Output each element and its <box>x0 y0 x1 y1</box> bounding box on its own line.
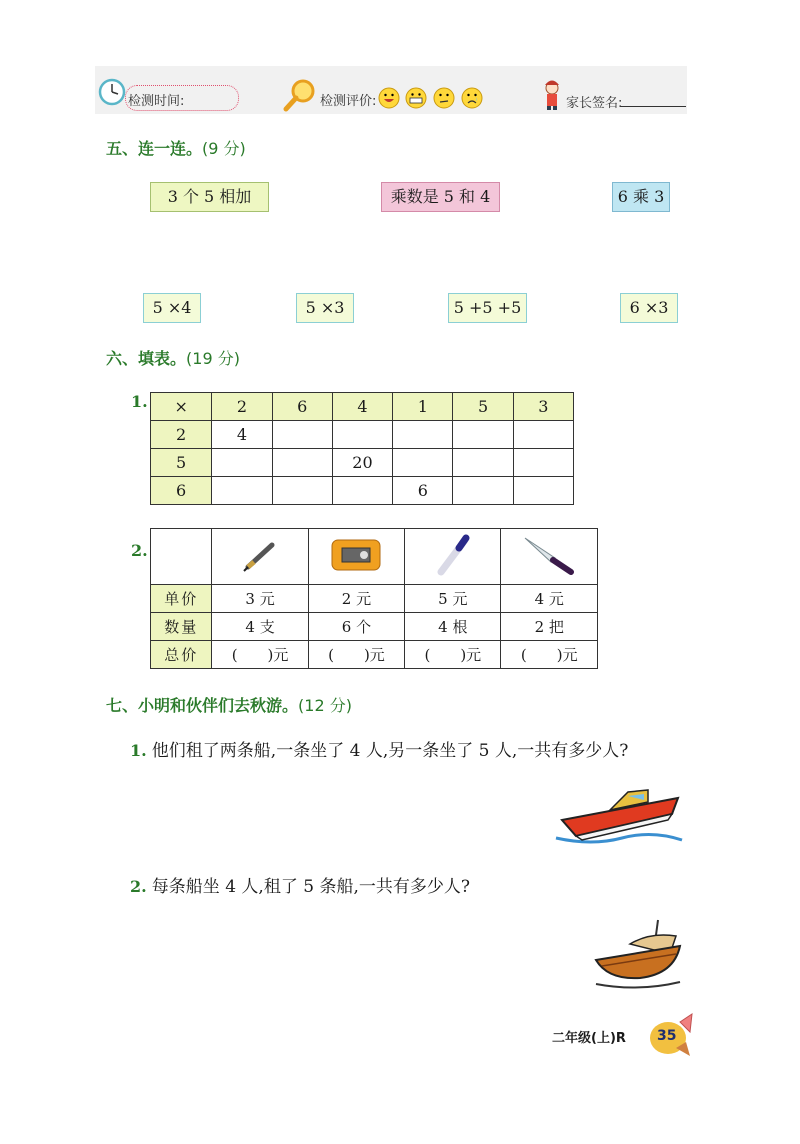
section7-title-text: 七、小明和伙伴们去秋游。 <box>106 696 299 715</box>
table-row <box>151 477 574 505</box>
time-label: 检测时间: <box>128 94 185 109</box>
table1-col-header: 2 <box>212 393 272 421</box>
match-bottom-1[interactable]: 5 ×4 <box>143 293 201 323</box>
table-row <box>151 585 598 613</box>
grade-label: 二年级(上)R <box>552 1031 626 1046</box>
section5-score: (9 分) <box>202 139 246 158</box>
eval-label: 检测评价: <box>320 94 377 109</box>
table2-cell: 4 元 <box>501 585 598 613</box>
table1-cell[interactable] <box>453 421 513 449</box>
table1-row-header: 5 <box>151 449 212 477</box>
sharpener-icon <box>328 534 384 576</box>
price-table <box>150 528 598 669</box>
sad-face-icon[interactable] <box>461 87 483 109</box>
table1-cell[interactable] <box>393 449 453 477</box>
match-bottom-2[interactable]: 5 ×3 <box>296 293 354 323</box>
table1-cell[interactable] <box>332 477 392 505</box>
section5-title <box>106 136 246 159</box>
table2-item <box>212 529 308 585</box>
table2-cell: 4 根 <box>405 613 501 641</box>
table1-cell[interactable] <box>272 421 332 449</box>
total-input[interactable]: ( )元 <box>308 641 404 669</box>
neutral-face-icon[interactable] <box>433 87 455 109</box>
table-row <box>151 449 574 477</box>
table2-number: 2. <box>131 541 148 560</box>
total-input[interactable]: ( )元 <box>212 641 308 669</box>
question-2-number: 2. <box>130 877 147 896</box>
clock-icon <box>98 78 126 106</box>
sign-label: 家长签名: <box>566 96 623 111</box>
table1-cell[interactable] <box>272 477 332 505</box>
match-top-3[interactable]: 6 乘 3 <box>612 182 670 212</box>
table1-cell[interactable] <box>453 477 513 505</box>
table1-cell[interactable] <box>212 449 272 477</box>
table2-item <box>501 529 598 585</box>
question-2-text: 每条船坐 4 人,租了 5 条船,一共有多少人? <box>151 877 470 897</box>
match-bottom-4[interactable]: 6 ×3 <box>620 293 678 323</box>
match-bottom-3[interactable]: 5 +5 +5 <box>448 293 527 323</box>
table1-row-header: 6 <box>151 477 212 505</box>
table1-col-header: 3 <box>513 393 573 421</box>
table2-row-header: 总价 <box>151 641 212 669</box>
table1-number: 1. <box>131 392 148 411</box>
parent-avatar-icon <box>540 78 564 110</box>
table1-cell[interactable] <box>513 449 573 477</box>
section5-title-text: 五、连一连。 <box>106 139 203 158</box>
table2-item <box>405 529 501 585</box>
table1-cell[interactable] <box>212 477 272 505</box>
table2-corner <box>151 529 212 585</box>
question-1-text: 他们租了两条船,一条坐了 4 人,另一条坐了 5 人,一共有多少人? <box>151 741 629 761</box>
total-input[interactable]: ( )元 <box>501 641 598 669</box>
table1-cell[interactable] <box>513 421 573 449</box>
table1-col-header: 6 <box>272 393 332 421</box>
table2-row-header: 单价 <box>151 585 212 613</box>
table-row <box>151 421 574 449</box>
table2-cell: 5 元 <box>405 585 501 613</box>
question-1-number: 1. <box>130 741 147 760</box>
table-row <box>151 641 598 669</box>
table1-row-header: 2 <box>151 421 212 449</box>
table1-cell[interactable] <box>393 421 453 449</box>
wooden-boat-icon <box>590 910 686 992</box>
table2-item <box>308 529 404 585</box>
section6-title <box>106 346 240 369</box>
table-row <box>151 613 598 641</box>
pen-icon <box>240 537 280 573</box>
section6-score: (19 分) <box>186 349 240 368</box>
table1-col-header: 4 <box>332 393 392 421</box>
section7-score: (12 分) <box>298 696 352 715</box>
table2-cell: 2 把 <box>501 613 598 641</box>
table1-col-header: 1 <box>393 393 453 421</box>
table1-col-header: 5 <box>453 393 513 421</box>
marker-icon <box>433 534 473 576</box>
section7-title <box>106 693 352 716</box>
table1-cell[interactable] <box>272 449 332 477</box>
table1-cell[interactable] <box>453 449 513 477</box>
match-top-2[interactable]: 乘数是 5 和 4 <box>381 182 500 212</box>
table2-cell: 6 个 <box>308 613 404 641</box>
table2-cell: 3 元 <box>212 585 308 613</box>
magnifier-icon <box>283 78 317 112</box>
table1-cell: 20 <box>332 449 392 477</box>
table1-cell: 6 <box>393 477 453 505</box>
multiplication-table <box>150 392 574 505</box>
table1-cell[interactable] <box>513 477 573 505</box>
total-input[interactable]: ( )元 <box>405 641 501 669</box>
table1-cell: 4 <box>212 421 272 449</box>
question-2 <box>130 872 470 897</box>
table1-corner: × <box>151 393 212 421</box>
match-top-1[interactable]: 3 个 5 相加 <box>150 182 269 212</box>
happy-face-icon[interactable] <box>378 87 400 109</box>
table2-cell: 4 支 <box>212 613 308 641</box>
knife-icon <box>521 534 577 576</box>
question-1 <box>130 736 628 761</box>
table2-row-header: 数量 <box>151 613 212 641</box>
speedboat-icon <box>552 780 688 848</box>
page-number: 35 <box>657 1028 677 1044</box>
grin-face-icon[interactable] <box>405 87 427 109</box>
table1-cell[interactable] <box>332 421 392 449</box>
table2-cell: 2 元 <box>308 585 404 613</box>
sign-input[interactable] <box>620 106 686 107</box>
section6-title-text: 六、填表。 <box>106 349 187 368</box>
